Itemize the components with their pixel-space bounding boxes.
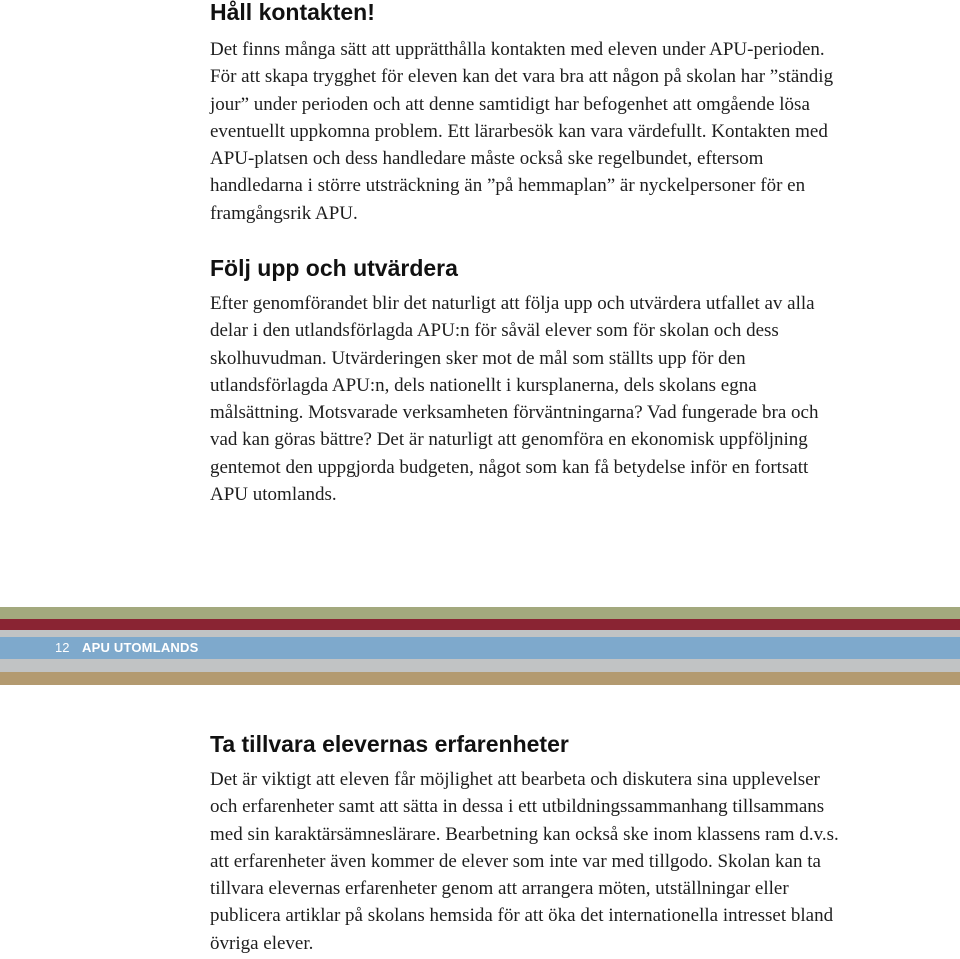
section-heading-folj-upp: Följ upp och utvärdera <box>210 255 458 281</box>
stripe-maroon <box>0 619 960 630</box>
running-title: APU UTOMLANDS <box>82 640 199 655</box>
stripe-tan <box>0 672 960 685</box>
section-body-hall-kontakten: Det finns många sätt att upprätthålla kontakten med eleven under APU-perioden. För att skapa trygghet för eleven kan det vara bra att någon på skolan har ”ständig jour” under perioden och att denne samtidigt har befogenhet att omgående lösa eventuellt uppkomna problem. Ett lärarbesök kan vara värdefullt. Kontakten med APU-platsen och dess handledare måste också ske regelbundet, eftersom handledarna i större utsträckning än ”på hemmaplan” är nyckelpersoner för en framgångsrik APU. <box>210 39 834 224</box>
section-body-ta-tillvara: Det är viktigt att eleven får möjlighet att bearbeta och diskutera sina upplevelser och erfarenheter samt att sätta in dessa i ett utbildningssammanhang tillsammans med sin karaktärsämneslärare. Bearbetning kan också ske inom klassens ram d.v.s. att erfarenheter även kommer de elever som inte var med tillgodo. Skolan kan ta tillvara elevernas erfarenheter genom att arrangera möten, utställningar eller publicera artiklar på skolans hemsida för att öka det internationella intresset bland övriga elever. <box>210 769 839 954</box>
stripe-green <box>0 607 960 619</box>
stripe-gray <box>0 630 960 637</box>
section-heading-hall-kontakten: Håll kontakten! <box>210 0 375 25</box>
section-body-folj-upp: Efter genomförandet blir det naturligt att följa upp och utvärdera utfallet av alla delar i den utlandsförlagda APU:n för såväl elever som för skolan och dess skolhuvudman. Utvärderingen sker mot de mål som ställts upp för den utlandsförlagda APU:n, dels nationellt i kursplanerna, dels skolans egna målsättning. Motsvarade verksamheten förväntningarna? Vad fungerade bra och vad kan göras bättre? Det är naturligt att genomföra en ekonomisk uppföljning gentemot den uppgjorda budgeten, något som kan få betydelse inför en fortsatt APU utomlands. <box>210 293 819 506</box>
section-heading-ta-tillvara: Ta tillvara elevernas erfarenheter <box>210 731 569 757</box>
page-number: 12 <box>55 640 70 655</box>
stripe-gray-lower <box>0 659 960 672</box>
